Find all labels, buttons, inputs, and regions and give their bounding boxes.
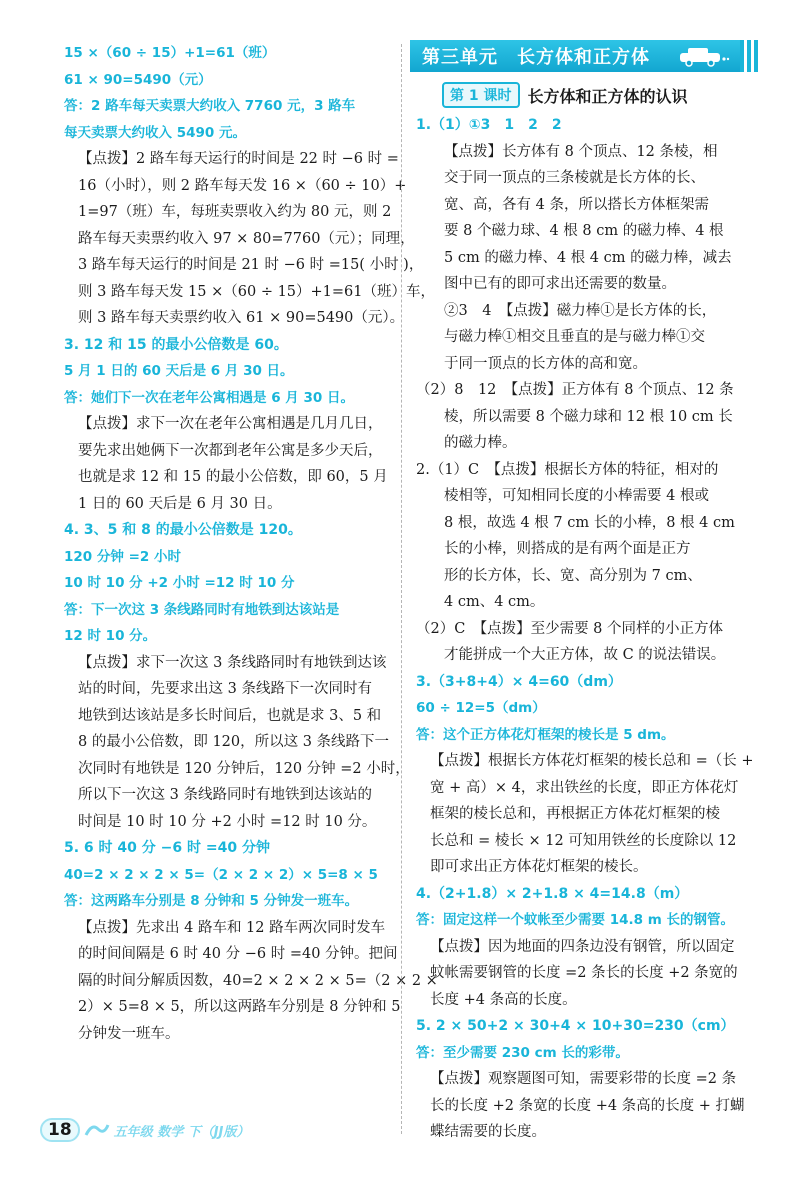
left-line: 【点拨】求下一次在老年公寓相遇是几月几日， <box>78 416 383 432</box>
left-line: 则 3 路车每天卖票约收入 61 × 90=5490（元）。 <box>78 310 405 326</box>
left-line: 5. 6 时 40 分 −6 时 =40 分钟 <box>64 840 270 856</box>
lesson-heading <box>442 82 742 108</box>
left-line: 16（小时），则 2 路车每天发 16 ×（60 ÷ 10）+ <box>78 177 407 194</box>
right-line: 的磁力棒。 <box>444 435 517 451</box>
grade-label: 五年级 数学 下（JJ版） <box>113 1124 250 1140</box>
left-line: 120 分钟 =2 小时 <box>64 548 181 565</box>
right-line: 交于同一顶点的三条棱就是长方体的长、 <box>444 170 705 186</box>
right-line: 【点拨】因为地面的四条边没有钢管，所以固定 <box>430 938 735 955</box>
left-line: 地铁到达该站是多长时间后，也就是求 3、5 和 <box>78 707 382 724</box>
right-line: 才能拼成一个大正方体，故 C 的说法错误。 <box>444 647 726 663</box>
left-line: 40=2 × 2 × 2 × 5=（2 × 2 × 2）× 5=8 × 5 <box>64 866 378 883</box>
left-line: 【点拨】2 路车每天运行的时间是 22 时 −6 时 = <box>78 151 399 167</box>
left-line: 则 3 路车每天发 15 ×（60 ÷ 15）+1=61（班）车， <box>78 283 436 300</box>
right-line: 【点拨】观察题图可知，需要彩带的长度 =2 条 <box>430 1071 737 1087</box>
right-line: 5 cm 的磁力棒、4 根 4 cm 的磁力棒，减去 <box>444 249 732 266</box>
right-line: 1.（1）①3 1 2 2 <box>416 117 562 133</box>
lesson-title: 长方体和正方体的认识 <box>527 86 688 106</box>
left-column <box>64 40 438 1047</box>
unit-banner <box>410 40 740 72</box>
left-line: 8 的最小公倍数，即 120，所以这 3 条线路下一 <box>78 734 390 750</box>
banner-bars <box>740 40 758 72</box>
right-line: ②3 4 【点拨】磁力棒①是长方体的长， <box>444 302 717 319</box>
left-line: 3 路车每天运行的时间是 21 时 −6 时 =15( 小时 )， <box>78 257 424 273</box>
left-line: 答：这两路车分别是 8 分钟和 5 分钟发一班车。 <box>64 893 359 909</box>
left-line: 站的时间，先要求出这 3 条线路下一次同时有 <box>78 681 372 697</box>
page-number: 18 <box>40 1118 80 1142</box>
right-line: 60 ÷ 12=5（dm） <box>416 700 546 716</box>
column-divider <box>401 44 402 1134</box>
right-line: 长的小棒，则搭成的是有两个面是正方 <box>444 541 691 557</box>
right-column <box>416 40 754 1146</box>
right-line: 答：固定这样一个蚊帐至少需要 14.8 m 长的钢管。 <box>416 912 734 928</box>
right-line: 棱，所以需要 8 个磁力球和 12 根 10 cm 长 <box>444 408 733 425</box>
right-line: 2.（1）C 【点拨】根据长方体的特征，相对的 <box>416 461 719 478</box>
right-line: 宽 + 高）× 4，求出铁丝的长度，即正方体花灯 <box>430 779 739 796</box>
left-line: 1 日的 60 天后是 6 月 30 日。 <box>78 495 282 512</box>
left-line: 5 月 1 日的 60 天后是 6 月 30 日。 <box>64 363 294 379</box>
right-line: 棱相等，可知相同长度的小棒需要 4 根或 <box>444 488 709 504</box>
right-line: （2）C 【点拨】至少需要 8 个同样的小正方体 <box>416 620 724 637</box>
right-line: 与磁力棒①相交且垂直的是与磁力棒①交 <box>444 329 705 345</box>
right-line: 【点拨】长方体有 8 个顶点、12 条棱，相 <box>444 143 718 160</box>
left-line: 答：她们下一次在老年公寓相遇是 6 月 30 日。 <box>64 389 354 406</box>
right-line: 即可求出正方体花灯框架的棱长。 <box>430 859 648 875</box>
left-line: 1=97（班）车，每班卖票收入约为 80 元，则 2 <box>78 204 392 220</box>
left-line: 次同时有地铁是 120 分钟后，120 分钟 =2 小时， <box>78 760 410 777</box>
left-line: 【点拨】先求出 4 路车和 12 路车两次同时发车 <box>78 919 386 936</box>
right-line: 答：至少需要 230 cm 长的彩带。 <box>416 1044 629 1061</box>
left-line: 答：2 路车每天卖票大约收入 7760 元，3 路车 <box>64 98 356 114</box>
right-line: （2）8 12 【点拨】正方体有 8 个顶点、12 条 <box>416 382 734 398</box>
unit-title: 第三单元 长方体和正方体 <box>422 47 650 68</box>
left-line: 4. 3、5 和 8 的最小公倍数是 120。 <box>64 522 302 538</box>
right-line: 【点拨】根据长方体花灯框架的棱长总和 =（长 + <box>430 753 754 769</box>
right-line: 5. 2 × 50+2 × 30+4 × 10+30=230（cm） <box>416 1018 735 1034</box>
left-line: 12 时 10 分。 <box>64 628 157 644</box>
left-line: 所以下一次这 3 条线路同时有地铁到达该站的 <box>78 787 372 803</box>
right-line: 要 8 个磁力球、4 根 8 cm 的磁力棒、4 根 <box>444 223 724 239</box>
right-line: 宽、高，各有 4 条，所以搭长方体框架需 <box>444 196 709 213</box>
left-line: 答：下一次这 3 条线路同时有地铁到达该站是 <box>64 601 340 618</box>
left-line: 10 时 10 分 +2 小时 =12 时 10 分 <box>64 575 295 591</box>
right-line: 8 根，故选 4 根 7 cm 长的小棒，8 根 4 cm <box>444 514 735 531</box>
left-line: 的时间间隔是 6 时 40 分 −6 时 =40 分钟。把间 <box>78 946 398 962</box>
left-line: 路车每天卖票约收入 97 × 80=7760（元）；同理， <box>78 230 415 247</box>
left-line: 【点拨】求下一次这 3 条线路同时有地铁到达该 <box>78 654 387 671</box>
right-line: 图中已有的即可求出还需要的数量。 <box>444 276 676 292</box>
left-line: 要先求出她俩下一次都到老年公寓是多少天后， <box>78 442 383 459</box>
left-line: 2）× 5=8 × 5，所以这两路车分别是 8 分钟和 5 <box>78 999 401 1015</box>
car-icon <box>674 45 730 67</box>
right-line: 框架的棱长总和，再根据正方体花灯框架的棱 <box>430 806 720 822</box>
left-line: 每天卖票大约收入 5490 元。 <box>64 124 246 141</box>
right-line: 4 cm、4 cm。 <box>444 594 545 610</box>
right-line: 长的长度 +2 条宽的长度 +4 条高的长度 + 打蝴 <box>430 1097 745 1114</box>
page-footer <box>40 1118 249 1142</box>
left-line: 15 ×（60 ÷ 15）+1=61（班） <box>64 45 276 61</box>
left-line: 分钟发一班车。 <box>78 1025 180 1042</box>
left-line: 也就是求 12 和 15 的最小公倍数，即 60，5 月 <box>78 469 388 485</box>
left-line: 61 × 90=5490（元） <box>64 71 212 88</box>
right-lines <box>416 112 754 1146</box>
right-line: 长总和 = 棱长 × 12 可知用铁丝的长度除以 12 <box>430 832 737 849</box>
right-line: 长度 +4 条高的长度。 <box>430 991 577 1008</box>
right-line: 形的长方体，长、宽、高分别为 7 cm、 <box>444 567 702 584</box>
lesson-tag: 第 1 课时 <box>442 82 520 108</box>
right-line: 答：这个正方体花灯框架的棱长是 5 dm。 <box>416 726 675 743</box>
right-line: 3.（3+8+4）× 4=60（dm） <box>416 673 622 690</box>
left-line: 时间是 10 时 10 分 +2 小时 =12 时 10 分。 <box>78 813 377 830</box>
right-line: 蚊帐需要钢管的长度 =2 条长的长度 +2 条宽的 <box>430 965 738 981</box>
right-line: 于同一顶点的长方体的高和宽。 <box>444 355 647 372</box>
left-line: 3. 12 和 15 的最小公倍数是 60。 <box>64 336 288 353</box>
right-line: 蝶结需要的长度。 <box>430 1124 546 1140</box>
right-line: 4.（2+1.8）× 2+1.8 × 4=14.8（m） <box>416 885 689 902</box>
left-line: 隔的时间分解质因数，40=2 × 2 × 2 × 5=（2 × 2 × <box>78 972 438 989</box>
brand-logo-icon <box>84 1121 110 1139</box>
